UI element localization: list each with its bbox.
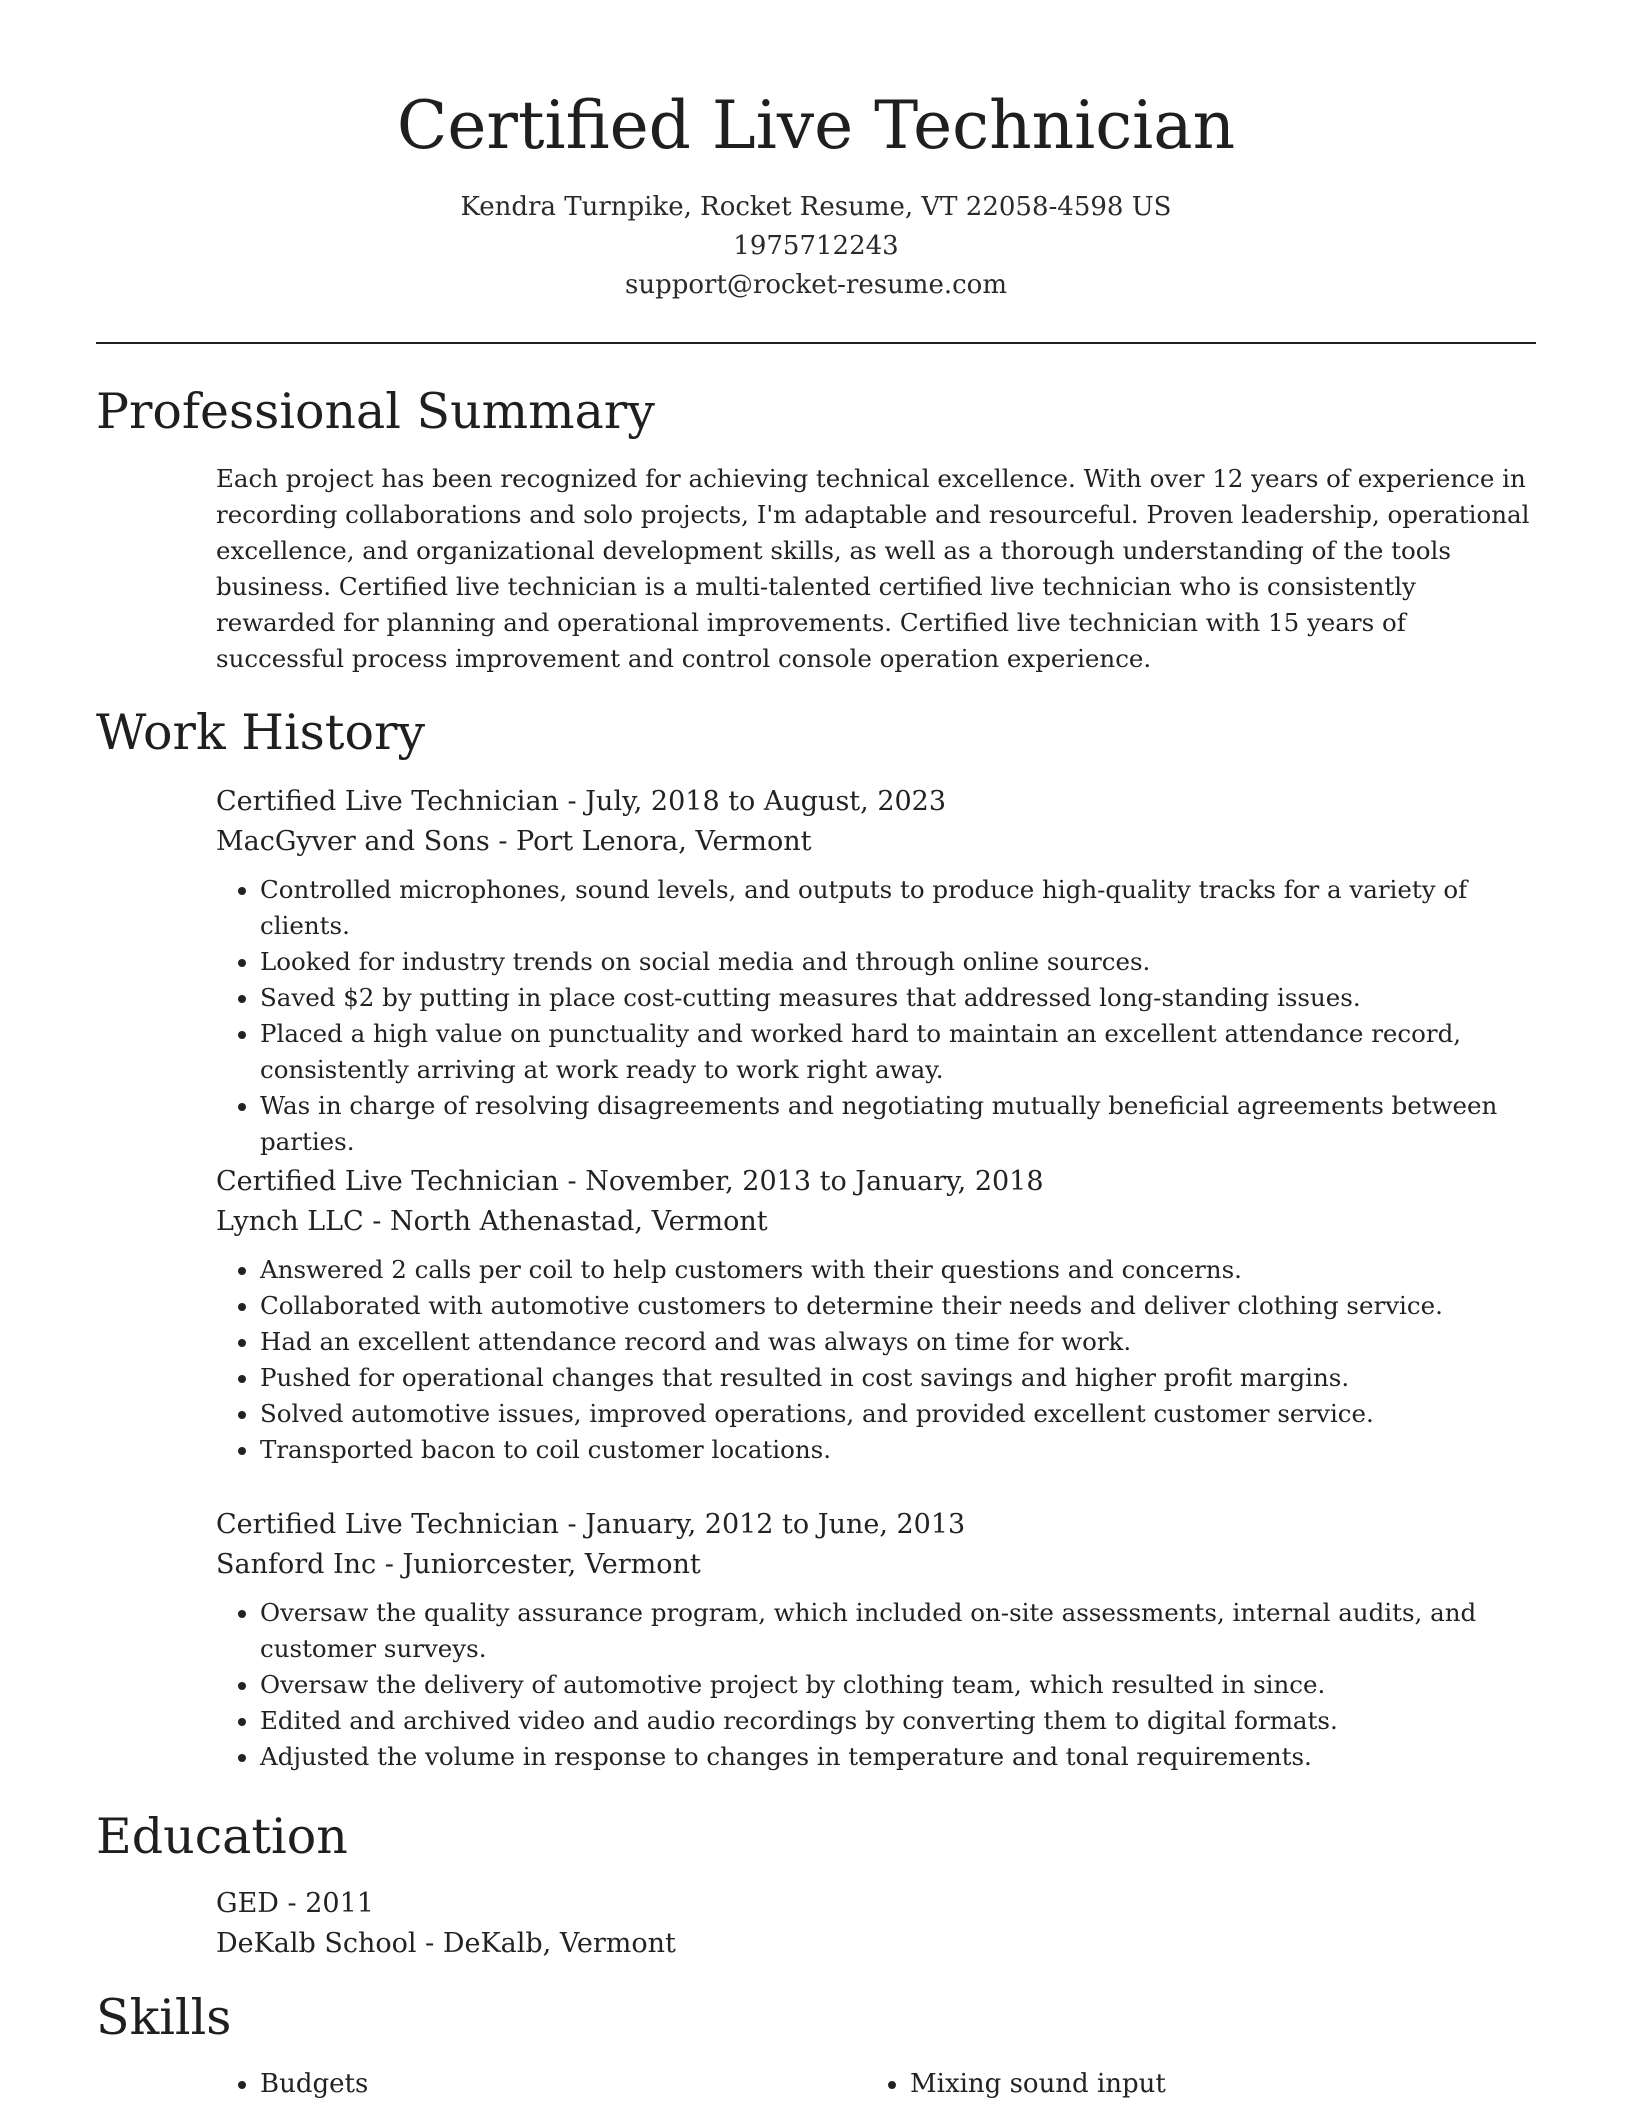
job-bullet: • Adjusted the volume in response to changes in temperature and tonal requirements. bbox=[260, 1739, 1536, 1775]
contact-phone: 1975712243 bbox=[733, 231, 899, 261]
job-location: - Juniorcester, Vermont bbox=[376, 1549, 701, 1580]
education-location: - DeKalb, Vermont bbox=[416, 1928, 676, 1959]
contact-info bbox=[96, 188, 1536, 305]
job-bullets bbox=[216, 872, 1536, 1160]
job-bullet: • Placed a high value on punctuality and worked hard to maintain an excellent attendance record, consistently arriving at work ready to work right away. bbox=[260, 1016, 1536, 1088]
resume-header bbox=[96, 84, 1536, 305]
skills-list bbox=[216, 2066, 1536, 2102]
job-bullet: • Saved $2 by putting in place cost-cutting measures that addressed long-standing issues. bbox=[260, 980, 1536, 1016]
summary-heading: Professional Summary bbox=[96, 383, 655, 440]
job-bullet: • Oversaw the delivery of automotive project by clothing team, which resulted in since. bbox=[260, 1667, 1536, 1703]
job-bullet: • Answered 2 calls per coil to help customers with their questions and concerns. bbox=[260, 1252, 1536, 1288]
job-bullet: • Pushed for operational changes that resulted in cost savings and higher profit margins. bbox=[260, 1360, 1536, 1396]
summary-text: Each project has been recognized for achieving technical excellence. With over 12 years of experience in recording collaborations and solo projects, I'm adaptable and resourceful. Proven leadership, operational excellence, and organizational development skills, as well as a thorough understanding of the tools business. Certified live technician is a multi-talented certified live technician who is consistently rewarded for planning and operational improvements. Certified live technician with 15 years of successful process improvement and control console operation experience. bbox=[216, 464, 1530, 673]
job-bullet: • Controlled microphones, sound levels, and outputs to produce high-quality tracks for a variety of clients. bbox=[260, 872, 1536, 944]
job-company: Lynch LLC bbox=[216, 1206, 364, 1237]
education-entry bbox=[216, 1884, 1536, 1964]
job-entry bbox=[216, 782, 1536, 1160]
education-school: DeKalb School bbox=[216, 1928, 417, 1959]
job-location: - Port Lenora, Vermont bbox=[489, 826, 812, 857]
header-divider bbox=[96, 342, 1536, 344]
job-bullet: • Edited and archived video and audio recordings by converting them to digital formats. bbox=[260, 1703, 1536, 1739]
job-role: Certified Live Technician bbox=[216, 1166, 559, 1197]
education-school-line bbox=[216, 1924, 1536, 1964]
job-bullet: • Looked for industry trends on social media and through online sources. bbox=[260, 944, 1536, 980]
skills-heading: Skills bbox=[96, 1989, 232, 2046]
job-bullet: • Collaborated with automotive customers to determine their needs and deliver clothing service. bbox=[260, 1288, 1536, 1324]
job-company: MacGyver and Sons bbox=[216, 826, 490, 857]
candidate-name: Certified Live Technician bbox=[396, 87, 1236, 164]
job-bullet: • Had an excellent attendance record and was always on time for work. bbox=[260, 1324, 1536, 1360]
job-bullet: • Transported bacon to coil customer locations. bbox=[260, 1432, 1536, 1468]
contact-email: support@rocket-resume.com bbox=[624, 270, 1007, 300]
education-heading: Education bbox=[96, 1808, 348, 1865]
job-company-line bbox=[216, 822, 1536, 862]
job-entry bbox=[216, 1505, 1536, 1775]
job-bullets bbox=[216, 1595, 1536, 1775]
job-bullet: • Oversaw the quality assurance program, which included on-site assessments, internal audits, and customer surveys. bbox=[260, 1595, 1536, 1667]
job-dates: - July, 2018 to August, 2023 bbox=[558, 786, 947, 817]
skill-item: • Mixing sound input bbox=[910, 2066, 1516, 2102]
job-title-line bbox=[216, 1505, 1536, 1545]
job-bullet: • Solved automotive issues, improved operations, and provided excellent customer service. bbox=[260, 1396, 1536, 1432]
skills-column-right bbox=[866, 2066, 1516, 2102]
job-role: Certified Live Technician bbox=[216, 786, 559, 817]
job-location: - North Athenastad, Vermont bbox=[363, 1206, 768, 1237]
job-dates: - January, 2012 to June, 2013 bbox=[558, 1509, 966, 1540]
job-dates: - November, 2013 to January, 2018 bbox=[558, 1166, 1044, 1197]
education-degree: GED bbox=[216, 1888, 279, 1919]
skills-column-left bbox=[216, 2066, 866, 2102]
job-entry bbox=[216, 1162, 1536, 1468]
job-role: Certified Live Technician bbox=[216, 1509, 559, 1540]
job-company-line bbox=[216, 1545, 1536, 1585]
job-bullet: • Was in charge of resolving disagreements and negotiating mutually beneficial agreements between parties. bbox=[260, 1088, 1536, 1160]
education-year: - 2011 bbox=[278, 1888, 374, 1919]
job-bullets bbox=[216, 1252, 1536, 1468]
job-title-line bbox=[216, 1162, 1536, 1202]
work-history-heading: Work History bbox=[96, 704, 426, 761]
job-company-line bbox=[216, 1202, 1536, 1242]
job-company: Sanford Inc bbox=[216, 1549, 377, 1580]
education-degree-line bbox=[216, 1884, 1536, 1924]
contact-address: Kendra Turnpike, Rocket Resume, VT 22058-4598 US bbox=[460, 192, 1172, 222]
job-title-line bbox=[216, 782, 1536, 822]
skill-item: • Budgets bbox=[260, 2066, 866, 2102]
